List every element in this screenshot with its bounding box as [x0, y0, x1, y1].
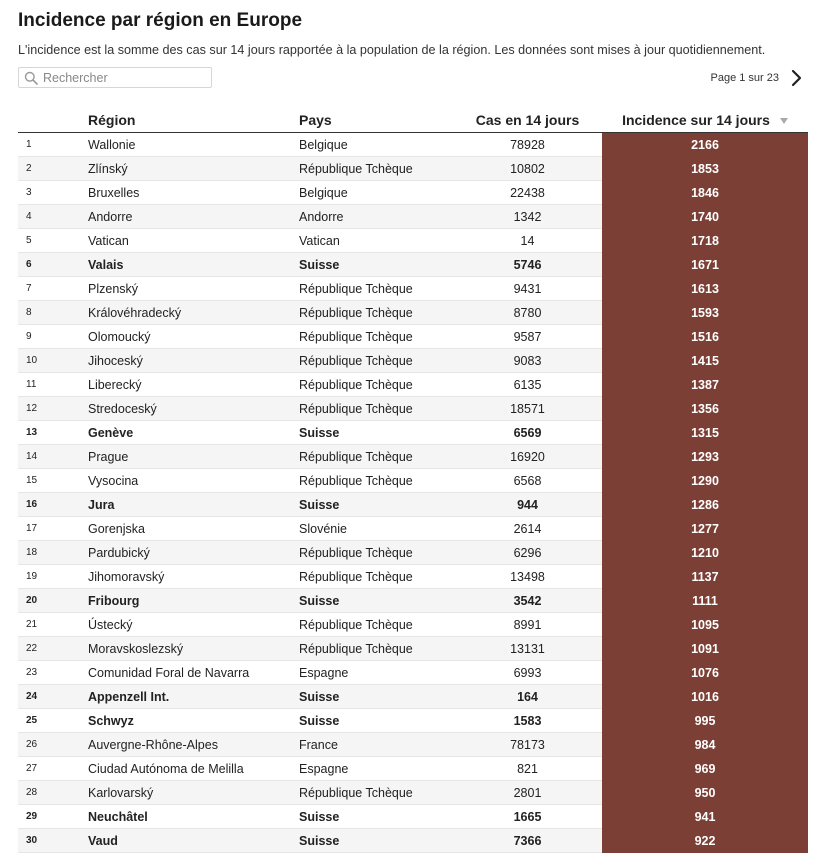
- page-indicator: Page 1 sur 23: [710, 72, 779, 84]
- region-cell: Wallonie: [88, 133, 299, 157]
- rank-cell: 9: [18, 325, 88, 349]
- rank-cell: 8: [18, 301, 88, 325]
- region-cell: Andorre: [88, 205, 299, 229]
- header-pays-label: Pays: [299, 112, 332, 128]
- pays-cell: République Tchèque: [299, 445, 453, 469]
- header-region[interactable]: [88, 108, 299, 133]
- incidence-cell: 941: [602, 805, 808, 829]
- pagination: [711, 68, 804, 88]
- incidence-cell: 984: [602, 733, 808, 757]
- table-header-row: [18, 108, 808, 133]
- incidence-cell: 1853: [602, 157, 808, 181]
- rank-cell: 21: [18, 613, 88, 637]
- table-row: [18, 613, 808, 637]
- search-icon: [24, 71, 38, 85]
- rank-cell: 20: [18, 589, 88, 613]
- rank-cell: 22: [18, 637, 88, 661]
- region-cell: Comunidad Foral de Navarra: [88, 661, 299, 685]
- region-cell: Prague: [88, 445, 299, 469]
- page-subtitle: L'incidence est la somme des cas sur 14 jours rapportée à la population de la région. Les données sont mises à jour quotidiennement.: [18, 43, 766, 57]
- incidence-cell: 950: [602, 781, 808, 805]
- pays-cell: République Tchèque: [299, 613, 453, 637]
- cas-cell: 2614: [453, 517, 602, 541]
- table-row: [18, 277, 808, 301]
- region-cell: Schwyz: [88, 709, 299, 733]
- pays-cell: Suisse: [299, 421, 453, 445]
- incidence-cell: 1091: [602, 637, 808, 661]
- region-cell: Fribourg: [88, 589, 299, 613]
- cas-cell: 78173: [453, 733, 602, 757]
- rank-cell: 26: [18, 733, 88, 757]
- cas-cell: 8991: [453, 613, 602, 637]
- pays-cell: République Tchèque: [299, 373, 453, 397]
- rank-cell: 24: [18, 685, 88, 709]
- rank-cell: 3: [18, 181, 88, 205]
- pays-cell: République Tchèque: [299, 565, 453, 589]
- incidence-cell: 1137: [602, 565, 808, 589]
- pays-cell: Slovénie: [299, 517, 453, 541]
- incidence-cell: 1095: [602, 613, 808, 637]
- region-cell: Jihomoravský: [88, 565, 299, 589]
- table-row: [18, 253, 808, 277]
- rank-cell: 18: [18, 541, 88, 565]
- rank-cell: 28: [18, 781, 88, 805]
- incidence-cell: 1516: [602, 325, 808, 349]
- pays-cell: République Tchèque: [299, 325, 453, 349]
- region-cell: Appenzell Int.: [88, 685, 299, 709]
- incidence-cell: 1613: [602, 277, 808, 301]
- pays-cell: République Tchèque: [299, 469, 453, 493]
- header-region-label: Région: [88, 112, 136, 128]
- rank-cell: 4: [18, 205, 88, 229]
- rank-cell: 19: [18, 565, 88, 589]
- region-cell: Auvergne-Rhône-Alpes: [88, 733, 299, 757]
- pays-cell: République Tchèque: [299, 637, 453, 661]
- header-incidence-label: Incidence sur 14 jours: [622, 112, 770, 128]
- table-row: [18, 373, 808, 397]
- rank-cell: 16: [18, 493, 88, 517]
- cas-cell: 14: [453, 229, 602, 253]
- pays-cell: Suisse: [299, 709, 453, 733]
- region-cell: Pardubický: [88, 541, 299, 565]
- region-cell: Genève: [88, 421, 299, 445]
- pays-cell: Belgique: [299, 181, 453, 205]
- cas-cell: 10802: [453, 157, 602, 181]
- region-cell: Jihoceský: [88, 349, 299, 373]
- incidence-cell: 1718: [602, 229, 808, 253]
- incidence-cell: 1293: [602, 445, 808, 469]
- table-row: [18, 397, 808, 421]
- region-cell: Zlínský: [88, 157, 299, 181]
- table-row: [18, 781, 808, 805]
- region-cell: Vaud: [88, 829, 299, 853]
- region-cell: Gorenjska: [88, 517, 299, 541]
- pays-cell: Suisse: [299, 493, 453, 517]
- incidence-cell: 1846: [602, 181, 808, 205]
- rank-cell: 23: [18, 661, 88, 685]
- incidence-cell: 1277: [602, 517, 808, 541]
- incidence-cell: 1315: [602, 421, 808, 445]
- incidence-cell: 995: [602, 709, 808, 733]
- table-row: [18, 637, 808, 661]
- header-cas-label: Cas en 14 jours: [475, 112, 580, 128]
- search-box[interactable]: [18, 67, 212, 88]
- rank-cell: 11: [18, 373, 88, 397]
- rank-cell: 30: [18, 829, 88, 853]
- region-cell: Karlovarský: [88, 781, 299, 805]
- pays-cell: Belgique: [299, 133, 453, 157]
- rank-cell: 12: [18, 397, 88, 421]
- table-row: [18, 733, 808, 757]
- region-cell: Ústecký: [88, 613, 299, 637]
- table-row: [18, 301, 808, 325]
- pays-cell: France: [299, 733, 453, 757]
- cas-cell: 6135: [453, 373, 602, 397]
- rank-cell: 7: [18, 277, 88, 301]
- pays-cell: Andorre: [299, 205, 453, 229]
- pays-cell: République Tchèque: [299, 541, 453, 565]
- incidence-cell: 1286: [602, 493, 808, 517]
- incidence-cell: 1740: [602, 205, 808, 229]
- pays-cell: République Tchèque: [299, 781, 453, 805]
- cas-cell: 2801: [453, 781, 602, 805]
- pays-cell: République Tchèque: [299, 157, 453, 181]
- cas-cell: 1665: [453, 805, 602, 829]
- table-row: [18, 421, 808, 445]
- rank-cell: 6: [18, 253, 88, 277]
- region-cell: Valais: [88, 253, 299, 277]
- incidence-cell: 1415: [602, 349, 808, 373]
- header-incidence[interactable]: [602, 108, 808, 133]
- cas-cell: 944: [453, 493, 602, 517]
- incidence-cell: 969: [602, 757, 808, 781]
- region-cell: Plzenský: [88, 277, 299, 301]
- header-cas[interactable]: [453, 108, 602, 133]
- incidence-cell: 1290: [602, 469, 808, 493]
- table-row: [18, 757, 808, 781]
- table-row: [18, 445, 808, 469]
- table-row: [18, 181, 808, 205]
- rank-cell: 14: [18, 445, 88, 469]
- table-row: [18, 133, 808, 157]
- incidence-cell: 1387: [602, 373, 808, 397]
- table-row: [18, 709, 808, 733]
- cas-cell: 7366: [453, 829, 602, 853]
- table-row: [18, 541, 808, 565]
- incidence-table: [18, 108, 808, 853]
- incidence-cell: 1210: [602, 541, 808, 565]
- rank-cell: 5: [18, 229, 88, 253]
- incidence-cell: 1111: [602, 589, 808, 613]
- rank-cell: 17: [18, 517, 88, 541]
- cas-cell: 16920: [453, 445, 602, 469]
- table-row: [18, 157, 808, 181]
- table-row: [18, 229, 808, 253]
- table-row: [18, 805, 808, 829]
- page-title: Incidence par région en Europe: [18, 10, 303, 31]
- incidence-cell: 1356: [602, 397, 808, 421]
- cas-cell: 18571: [453, 397, 602, 421]
- cas-cell: 3542: [453, 589, 602, 613]
- cas-cell: 6568: [453, 469, 602, 493]
- table-row: [18, 685, 808, 709]
- pays-cell: Suisse: [299, 829, 453, 853]
- incidence-cell: 1076: [602, 661, 808, 685]
- table-row: [18, 661, 808, 685]
- region-cell: Vatican: [88, 229, 299, 253]
- region-cell: Bruxelles: [88, 181, 299, 205]
- region-cell: Neuchâtel: [88, 805, 299, 829]
- cas-cell: 78928: [453, 133, 602, 157]
- rank-cell: 10: [18, 349, 88, 373]
- region-cell: Ciudad Autónoma de Melilla: [88, 757, 299, 781]
- table-row: [18, 205, 808, 229]
- table-row: [18, 829, 808, 853]
- rank-cell: 13: [18, 421, 88, 445]
- pays-cell: République Tchèque: [299, 349, 453, 373]
- pays-cell: Espagne: [299, 661, 453, 685]
- incidence-cell: 1671: [602, 253, 808, 277]
- rank-cell: 25: [18, 709, 88, 733]
- cas-cell: 9431: [453, 277, 602, 301]
- region-cell: Liberecký: [88, 373, 299, 397]
- pays-cell: Vatican: [299, 229, 453, 253]
- rank-cell: 2: [18, 157, 88, 181]
- pays-cell: Suisse: [299, 685, 453, 709]
- region-cell: Jura: [88, 493, 299, 517]
- search-input[interactable]: [43, 71, 203, 85]
- rank-cell: 27: [18, 757, 88, 781]
- cas-cell: 821: [453, 757, 602, 781]
- cas-cell: 6569: [453, 421, 602, 445]
- incidence-cell: 1016: [602, 685, 808, 709]
- rank-cell: 29: [18, 805, 88, 829]
- incidence-cell: 1593: [602, 301, 808, 325]
- region-cell: Moravskoslezský: [88, 637, 299, 661]
- table-row: [18, 469, 808, 493]
- region-cell: Olomoucký: [88, 325, 299, 349]
- cas-cell: 164: [453, 685, 602, 709]
- incidence-cell: 2166: [602, 133, 808, 157]
- header-pays[interactable]: [299, 108, 453, 133]
- cas-cell: 6993: [453, 661, 602, 685]
- cas-cell: 1342: [453, 205, 602, 229]
- header-rank: [18, 108, 88, 133]
- cas-cell: 6296: [453, 541, 602, 565]
- pays-cell: République Tchèque: [299, 397, 453, 421]
- region-cell: Stredoceský: [88, 397, 299, 421]
- cas-cell: 5746: [453, 253, 602, 277]
- pays-cell: République Tchèque: [299, 277, 453, 301]
- table-row: [18, 325, 808, 349]
- table-body: [18, 133, 808, 853]
- table-row: [18, 565, 808, 589]
- cas-cell: 9083: [453, 349, 602, 373]
- cas-cell: 13131: [453, 637, 602, 661]
- cas-cell: 1583: [453, 709, 602, 733]
- pays-cell: Suisse: [299, 805, 453, 829]
- table-row: [18, 589, 808, 613]
- region-cell: Vysocina: [88, 469, 299, 493]
- cas-cell: 9587: [453, 325, 602, 349]
- cas-cell: 13498: [453, 565, 602, 589]
- table-row: [18, 493, 808, 517]
- incidence-cell: 922: [602, 829, 808, 853]
- chevron-right-icon[interactable]: [791, 69, 803, 87]
- pays-cell: Suisse: [299, 589, 453, 613]
- rank-cell: 15: [18, 469, 88, 493]
- pays-cell: République Tchèque: [299, 301, 453, 325]
- table-row: [18, 517, 808, 541]
- pays-cell: Espagne: [299, 757, 453, 781]
- sort-descending-icon[interactable]: [780, 118, 788, 124]
- region-cell: Královéhradecký: [88, 301, 299, 325]
- pays-cell: Suisse: [299, 253, 453, 277]
- cas-cell: 8780: [453, 301, 602, 325]
- cas-cell: 22438: [453, 181, 602, 205]
- table-row: [18, 349, 808, 373]
- rank-cell: 1: [18, 133, 88, 157]
